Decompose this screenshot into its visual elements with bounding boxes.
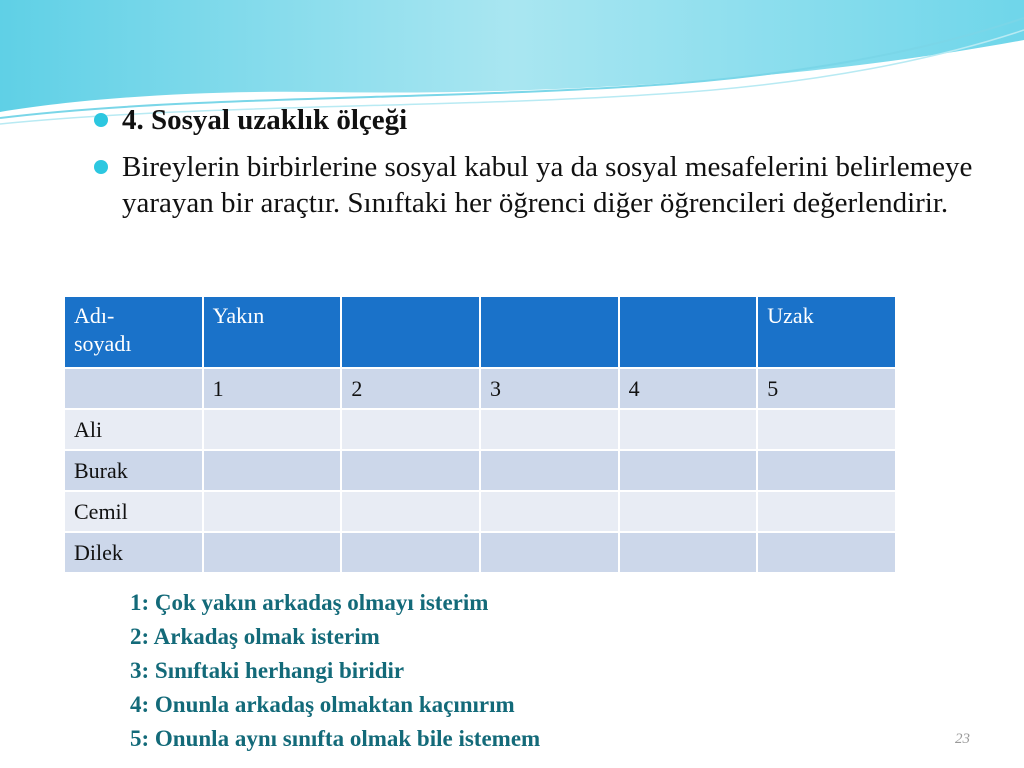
table-row <box>64 491 896 532</box>
table-header-row <box>64 296 896 368</box>
table-header-cell: Uzak <box>757 296 896 368</box>
table-cell <box>480 532 619 573</box>
table-cell <box>341 450 480 491</box>
table-cell <box>341 491 480 532</box>
table-row <box>64 450 896 491</box>
legend-item: 5: Onunla aynı sınıfta olmak bile istemem <box>130 726 541 751</box>
table-cell <box>480 450 619 491</box>
table-cell: 2 <box>341 368 480 409</box>
table-cell <box>619 409 758 450</box>
table-header-cell: Yakın <box>203 296 342 368</box>
bullet-dot-icon <box>94 113 108 127</box>
table-cell: Dilek <box>64 532 203 573</box>
table-cell <box>757 491 896 532</box>
table-cell <box>341 409 480 450</box>
table-cell <box>341 532 480 573</box>
legend-item: 2: Arkadaş olmak isterim <box>130 624 380 649</box>
table-cell: Burak <box>64 450 203 491</box>
table-row <box>64 409 896 450</box>
bullet-item <box>92 149 982 221</box>
table-cell: Cemil <box>64 491 203 532</box>
table-cell: 3 <box>480 368 619 409</box>
table-cell: Ali <box>64 409 203 450</box>
bullet-item <box>92 102 982 138</box>
social-distance-table <box>63 295 897 574</box>
table-cell <box>480 409 619 450</box>
table-cell <box>203 450 342 491</box>
table-cell <box>203 532 342 573</box>
table-cell <box>757 532 896 573</box>
table-cell: 1 <box>203 368 342 409</box>
table-header-cell <box>341 296 480 368</box>
bullet-text: Bireylerin birbirlerine sosyal kabul ya da sosyal mesafelerini belirlemeye yarayan bir araçtır. Sınıftaki her öğrenci diğer öğrencileri değerlendirir. <box>122 151 973 219</box>
table-cell <box>203 491 342 532</box>
table-cell <box>480 491 619 532</box>
bullet-list <box>92 102 982 232</box>
legend-item: 1: Çok yakın arkadaş olmayı isterim <box>130 590 489 615</box>
bullet-text: 4. Sosyal uzaklık ölçeği <box>122 104 408 136</box>
table-cell <box>757 409 896 450</box>
bullet-dot-icon <box>94 160 108 174</box>
page-number: 23 <box>955 731 970 747</box>
legend-item: 4: Onunla arkadaş olmaktan kaçınırım <box>130 692 515 717</box>
table-row <box>64 532 896 573</box>
legend-item: 3: Sınıftaki herhangi biridir <box>130 658 405 683</box>
table-header-cell: Adı- soyadı <box>64 296 203 368</box>
table-cell <box>757 450 896 491</box>
table-cell <box>203 409 342 450</box>
scale-legend <box>130 586 540 756</box>
table-cell: 5 <box>757 368 896 409</box>
table-header-cell <box>480 296 619 368</box>
table-cell: 4 <box>619 368 758 409</box>
table-row <box>64 368 896 409</box>
table-cell <box>619 450 758 491</box>
table-cell <box>619 491 758 532</box>
table-header-cell <box>619 296 758 368</box>
table-cell <box>64 368 203 409</box>
table-cell <box>619 532 758 573</box>
